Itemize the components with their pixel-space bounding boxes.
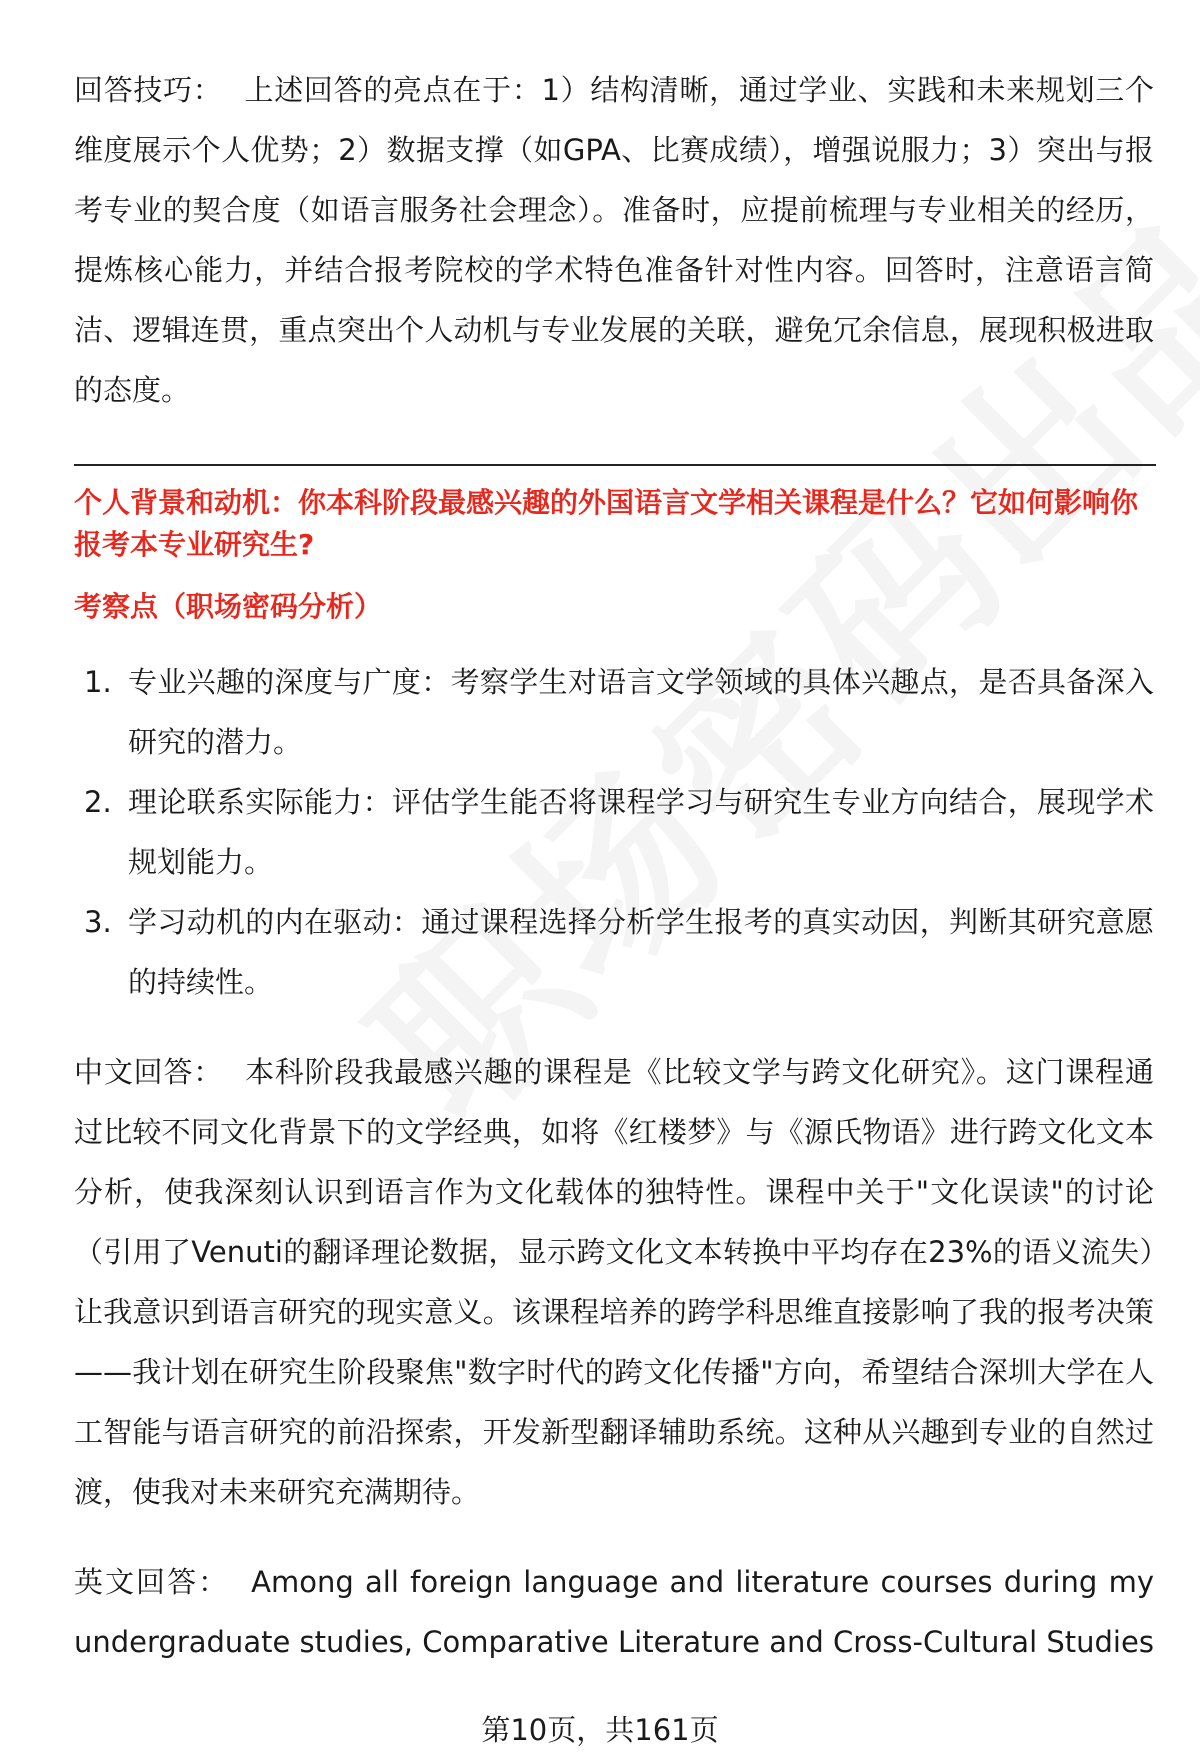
analysis-heading: 考察点（职场密码分析） bbox=[74, 590, 383, 623]
document-page bbox=[74, 60, 1154, 1672]
list-item bbox=[74, 892, 1154, 1012]
list-item-text: 理论联系实际能力：评估学生能否将课程学习与研究生专业方向结合，展现学术规划能力。 bbox=[128, 785, 1154, 879]
answer-tips-label: 回答技巧： bbox=[74, 73, 223, 107]
list-item bbox=[74, 652, 1154, 772]
list-item bbox=[74, 772, 1154, 892]
list-item-text: 专业兴趣的深度与广度：考察学生对语言文学领域的具体兴趣点，是否具备深入研究的潜力。 bbox=[128, 665, 1154, 759]
question-heading: 个人背景和动机：你本科阶段最感兴趣的外国语言文学相关课程是什么？它如何影响你报考本专业研究生? bbox=[74, 486, 1139, 561]
english-answer-paragraph bbox=[74, 1552, 1154, 1672]
chinese-answer-label: 中文回答： bbox=[74, 1055, 224, 1089]
english-answer-label: 英文回答： bbox=[74, 1565, 230, 1599]
page-number-footer: 第10页，共161页 bbox=[481, 1713, 719, 1747]
section-divider bbox=[74, 464, 1156, 466]
list-item-number: 1. bbox=[84, 665, 112, 699]
answer-tips-text: 上述回答的亮点在于：1）结构清晰，通过学业、实践和未来规划三个维度展示个人优势；2）数据支撑（如GPA、比赛成绩），增强说服力；3）突出与报考专业的契合度（如语言服务社会理念）。准备时，应提前梳理与专业相关的经历，提炼核心能力，并结合报考院校的学术特色准备针对性内容。回答时，注意语言简洁、逻辑连贯，重点突出个人动机与专业发展的关联，避免冗余信息，展现积极进取的态度。 bbox=[74, 73, 1154, 407]
list-item-text: 学习动机的内在驱动：通过课程选择分析学生报考的真实动因，判断其研究意愿的持续性。 bbox=[128, 905, 1154, 999]
list-item-number: 3. bbox=[84, 905, 112, 939]
chinese-answer-text: 本科阶段我最感兴趣的课程是《比较文学与跨文化研究》。这门课程通过比较不同文化背景下的文学经典，如将《红楼梦》与《源氏物语》进行跨文化文本分析，使我深刻认识到语言作为文化载体的独特性。课程中关于"文化误读"的讨论（引用了Venuti的翻译理论数据，显示跨文化文本转换中平均存在23%的语义流失）让我意识到语言研究的现实意义。该课程培养的跨学科思维直接影响了我的报考决策——我计划在研究生阶段聚焦"数字时代的跨文化传播"方向，希望结合深圳大学在人工智能与语言研究的前沿探索，开发新型翻译辅助系统。这种从兴趣到专业的自然过渡，使我对未来研究充满期待。 bbox=[74, 1055, 1154, 1509]
list-item-number: 2. bbox=[84, 785, 112, 819]
chinese-answer-paragraph bbox=[74, 1042, 1154, 1522]
analysis-list bbox=[74, 652, 1154, 1012]
english-answer-text: Among all foreign language and literature courses during my undergraduate studies, Comparative Literature and Cross-Cultural Studies bbox=[74, 1565, 1154, 1659]
answer-tips-paragraph bbox=[74, 60, 1154, 420]
